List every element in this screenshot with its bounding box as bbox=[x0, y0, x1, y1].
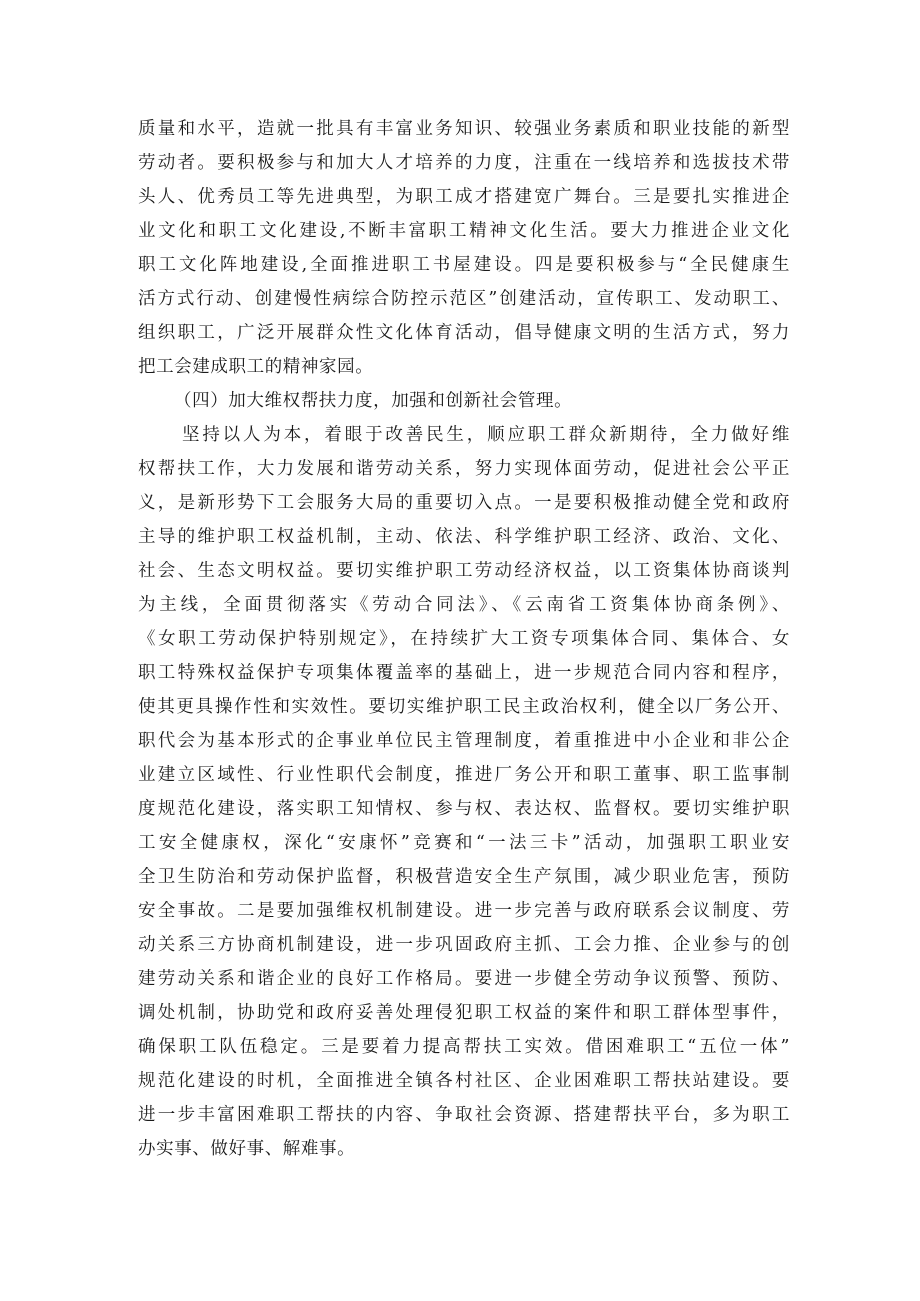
text-line: 义，是新形势下工会服务大局的重要切入点。一是要积极推动健全党和政府 bbox=[138, 493, 790, 513]
text-line: 动关系三方协商机制建设，进一步巩固政府主抓、工会力推、企业参与的创 bbox=[138, 935, 790, 955]
text-line: 劳动者。要积极参与和加大人才培养的力度，注重在一线培养和选拔技术带 bbox=[138, 153, 790, 173]
text-line: 职工文化阵地建设,全面推进职工书屋建设。四是要积极参与“全民健康生 bbox=[138, 255, 790, 275]
text-line: 进一步丰富困难职工帮扶的内容、争取社会资源、搭建帮扶平台，多为职工 bbox=[138, 1105, 790, 1125]
text-line: 工安全健康权，深化“安康怀”竞赛和“一法三卡”活动，加强职工职业安 bbox=[138, 833, 790, 853]
text-line: 建劳动关系和谐企业的良好工作格局。要进一步健全劳动争议预警、预防、 bbox=[138, 969, 790, 989]
text-line: 职工特殊权益保护专项集体覆盖率的基础上，进一步规范合同内容和程序， bbox=[138, 663, 790, 683]
text-line: 安全事故。二是要加强维权机制建设。进一步完善与政府联系会议制度、劳 bbox=[138, 901, 790, 921]
text-line: 社会、生态文明权益。要切实维护职工劳动经济权益，以工资集体协商谈判 bbox=[138, 561, 790, 581]
paragraph-rights bbox=[138, 418, 790, 1166]
text-line: 调处机制，协助党和政府妥善处理侵犯职工权益的案件和职工群体型事件， bbox=[138, 1003, 790, 1023]
text-line: 度规范化建设，落实职工知情权、参与权、表达权、监督权。要切实维护职 bbox=[138, 799, 790, 819]
text-line: 把工会建成职工的精神家园。 bbox=[138, 357, 374, 377]
text-line: 质量和水平，造就一批具有丰富业务知识、较强业务素质和职业技能的新型 bbox=[138, 119, 790, 139]
text-line: 《女职工劳动保护特别规定》，在持续扩大工资专项集体合同、集体合、女 bbox=[138, 629, 790, 649]
text-line: 全卫生防治和劳动保护监督，积极营造安全生产氛围，减少职业危害，预防 bbox=[138, 867, 790, 887]
text-line: 办实事、做好事、解难事。 bbox=[138, 1139, 356, 1159]
section-heading bbox=[138, 384, 790, 418]
text-line: 主导的维护职工权益机制，主动、依法、科学维护职工经济、政治、文化、 bbox=[138, 527, 790, 547]
text-line: 坚持以人为本，着眼于改善民生，顺应职工群众新期待，全力做好维 bbox=[182, 425, 790, 445]
section-heading-text: （四）加大维权帮扶力度，加强和创新社会管理。 bbox=[174, 391, 573, 411]
text-line: 为主线，全面贯彻落实《劳动合同法》、《云南省工资集体协商条例》、 bbox=[138, 595, 790, 615]
text-line: 活方式行动、创建慢性病综合防控示范区”创建活动，宣传职工、发动职工、 bbox=[138, 289, 790, 309]
text-line: 职代会为基本形式的企事业单位民主管理制度，着重推进中小企业和非公企 bbox=[138, 731, 790, 751]
text-line: 头人、优秀员工等先进典型，为职工成才搭建宽广舞台。三是要扎实推进企 bbox=[138, 187, 790, 207]
text-line: 权帮扶工作，大力发展和谐劳动关系，努力实现体面劳动，促进社会公平正 bbox=[138, 459, 790, 479]
text-line: 确保职工队伍稳定。三是要着力提高帮扶工实效。借困难职工“五位一体” bbox=[138, 1037, 790, 1057]
text-line: 使其更具操作性和实效性。要切实维护职工民主政治权利，健全以厂务公开、 bbox=[138, 697, 790, 717]
text-line: 规范化建设的时机，全面推进全镇各村社区、企业困难职工帮扶站建设。要 bbox=[138, 1071, 790, 1091]
text-line: 业建立区域性、行业性职代会制度，推进厂务公开和职工董事、职工监事制 bbox=[138, 765, 790, 785]
paragraph-culture bbox=[138, 112, 790, 384]
document-page bbox=[138, 112, 790, 1166]
text-line: 组织职工，广泛开展群众性文化体育活动，倡导健康文明的生活方式，努力 bbox=[138, 323, 790, 343]
text-line: 业文化和职工文化建设,不断丰富职工精神文化生活。要大力推进企业文化 bbox=[138, 221, 790, 241]
